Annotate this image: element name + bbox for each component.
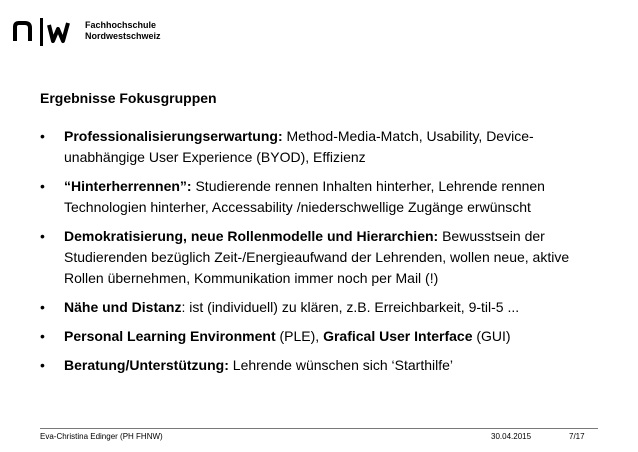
bullet-icon: • <box>40 357 45 373</box>
logo-mark <box>13 17 77 52</box>
bullet-bold-text: “Hinterherrennen”: <box>64 178 192 194</box>
bullet-text: Studierende rennen Inhalten hinterher, Lehrende rennen Technologien hinterher, Accessability /niederschwellige Zugänge erwünscht <box>64 178 545 215</box>
logo-wordmark <box>85 20 161 42</box>
bullet-text: Method-Media-Match, Usability, Device-unabhängige User Experience (BYOD), Effizienz <box>64 128 534 165</box>
bullet-list <box>40 126 600 384</box>
bullet-item <box>40 297 600 318</box>
bullet-bold-text: Beratung/Unterstützung: <box>64 357 229 373</box>
bullet-bold-text-2: Grafical User Interface <box>323 328 473 344</box>
nw-logo-icon <box>13 17 77 47</box>
bullet-item <box>40 226 600 289</box>
bullet-text: Lehrende wünschen sich ‘Starthilfe’ <box>228 357 454 373</box>
bullet-icon: • <box>40 299 45 315</box>
bullet-text: : ist (individuell) zu klären, z.B. Erreichbarkeit, 9-til-5 ... <box>181 299 520 315</box>
footer-author: Eva-Christina Edinger (PH FHNW) <box>40 432 163 441</box>
bullet-item <box>40 176 600 218</box>
bullet-icon: • <box>40 228 45 244</box>
bullet-bold-text: Professionalisierungserwartung: <box>64 128 283 144</box>
bullet-item <box>40 126 600 168</box>
bullet-icon: • <box>40 328 45 344</box>
bullet-bold-text: Personal Learning Environment <box>64 328 276 344</box>
bullet-text: (PLE), <box>275 328 324 344</box>
page-number: 7/17 <box>569 432 585 441</box>
bullet-text-2: (GUI) <box>472 328 511 344</box>
bullet-bold-text: Nähe und Distanz <box>64 299 182 315</box>
logo-line-2: Nordwestschweiz <box>85 31 161 41</box>
footer-date: 30.04.2015 <box>491 432 532 441</box>
bullet-bold-text: Demokratisierung, neue Rollenmodelle und Hierarchien: <box>64 228 439 244</box>
fhnw-logo <box>13 15 161 47</box>
bullet-text: Bewusstsein der Studierenden bezüglich Zeit-/Energieaufwand der Lehrenden, wollen neue, aktive Rollen übernehmen, Kommunikation immer noch per Mail (!) <box>64 228 570 286</box>
bullet-icon: • <box>40 178 45 194</box>
footer-divider <box>40 428 598 429</box>
bullet-item <box>40 326 600 347</box>
bullet-item <box>40 355 600 376</box>
slide-title: Ergebnisse Fokusgruppen <box>40 90 217 106</box>
logo-line-1: Fachhochschule <box>85 20 157 30</box>
bullet-icon: • <box>40 128 45 144</box>
